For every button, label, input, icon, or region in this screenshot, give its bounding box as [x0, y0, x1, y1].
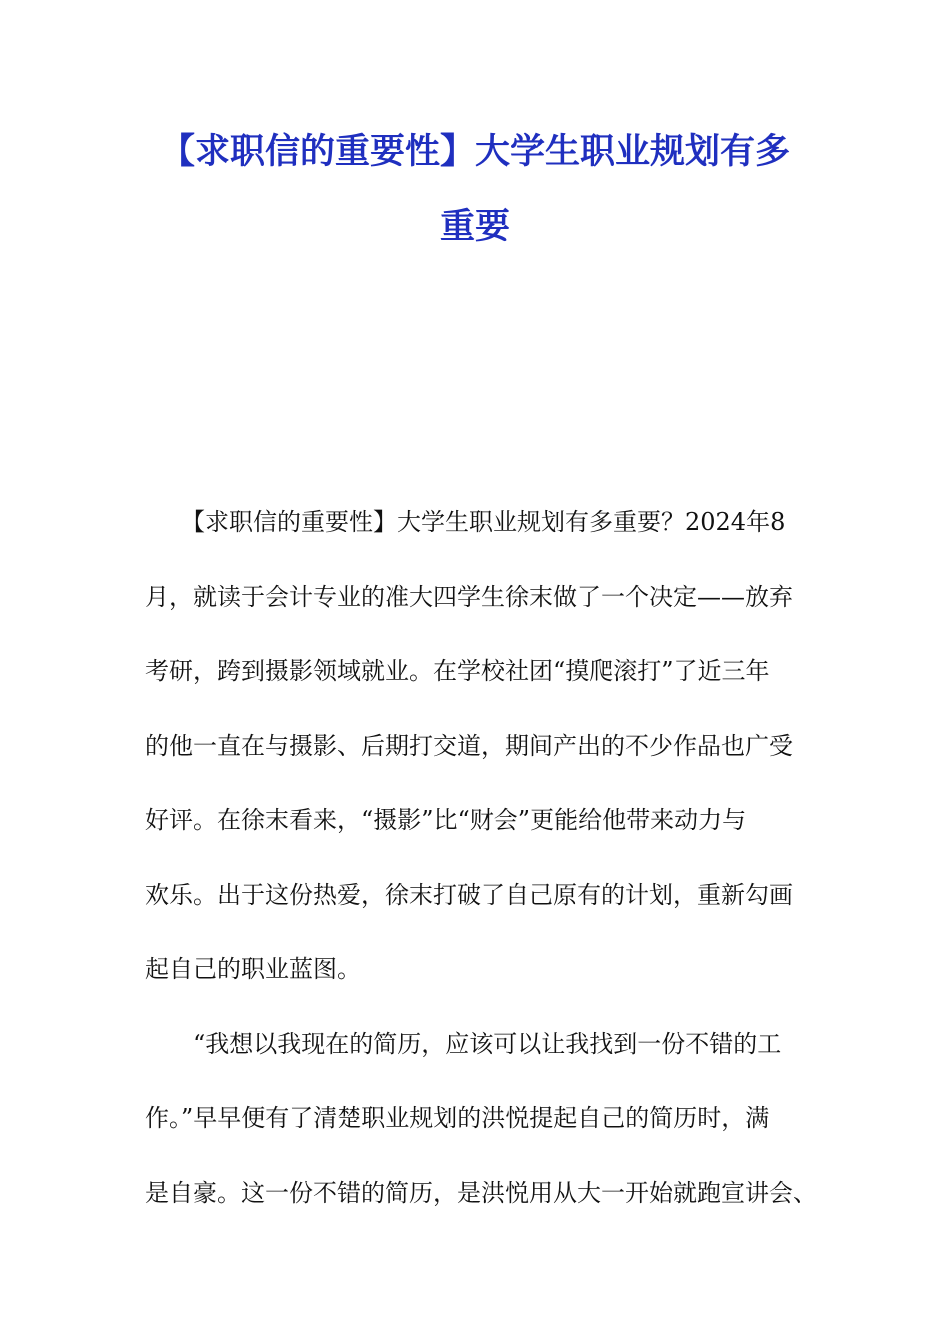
paragraph-line: 欢乐。出于这份热爱，徐末打破了自己原有的计划，重新勾画 — [145, 881, 793, 909]
paragraph-line: “我想以我现在的简历，应该可以让我找到一份不错的工 — [145, 1030, 782, 1058]
paragraph-line: 【求职信的重要性】大学生职业规划有多重要？2024年8 — [145, 508, 786, 536]
paragraph-line: 好评。在徐末看来，“摄影”比“财会”更能给他带来动力与 — [145, 806, 747, 834]
paragraph-line: 考研，跨到摄影领域就业。在学校社团“摸爬滚打”了近三年 — [145, 657, 770, 685]
document-title-line-1: 【求职信的重要性】大学生职业规划有多 — [159, 132, 790, 172]
paragraph-line: 月，就读于会计专业的准大四学生徐末做了一个决定——放弃 — [145, 583, 793, 611]
paragraph-line: 是自豪。这一份不错的简历，是洪悦用从大一开始就跑宣讲会、 — [145, 1179, 817, 1207]
paragraph-line: 起自己的职业蓝图。 — [145, 955, 361, 983]
document-title-line-2: 重要 — [439, 207, 510, 247]
paragraph-line: 作。”早早便有了清楚职业规划的洪悦提起自己的简历时，满 — [145, 1104, 770, 1132]
paragraph-line: 的他一直在与摄影、后期打交道，期间产出的不少作品也广受 — [145, 732, 793, 760]
